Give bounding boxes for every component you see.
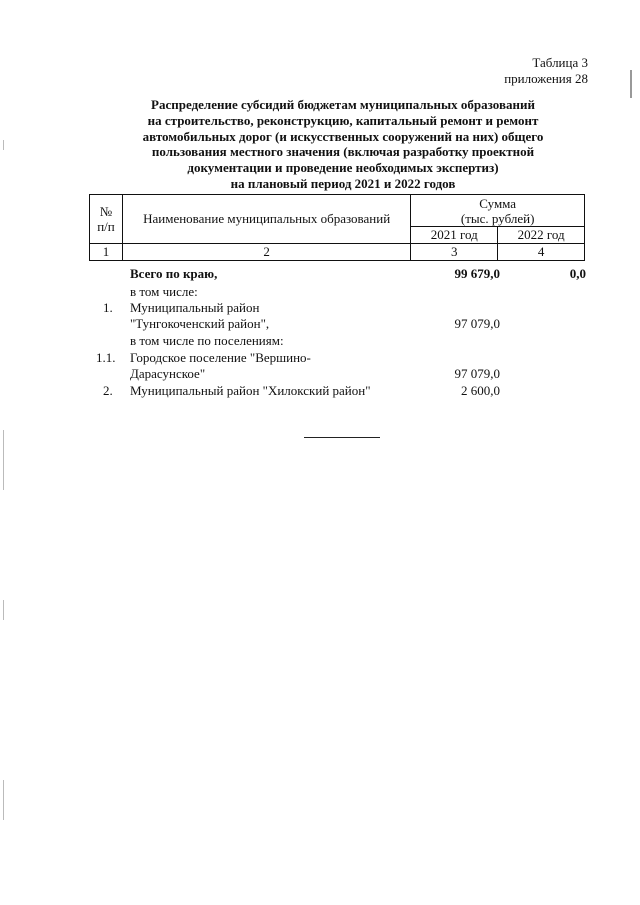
total-label: Всего по краю, [130, 266, 218, 281]
row-number: 2. [103, 383, 113, 398]
row-2-2021: 2 600,0 [461, 383, 500, 398]
index-cell: 3 [411, 244, 498, 261]
row-number: 1.1. [96, 350, 116, 365]
including-label: в том числе: [130, 284, 198, 299]
row-1-2021: 97 079,0 [454, 316, 500, 331]
header-number-abbr: п/п [97, 219, 115, 234]
index-cell: 2 [122, 244, 410, 261]
title-line-6: на плановый период 2021 и 2022 годов [230, 175, 456, 191]
header-year-2021: 2021 год [411, 227, 498, 244]
row-number: 1. [103, 300, 113, 315]
row-1-label-line2: "Тунгокоченский район", [130, 316, 270, 331]
header-sum-unit: (тыс. рублей) [460, 210, 535, 226]
including-settlements-label: в том числе по поселениям: [130, 333, 284, 348]
row-1-1-label-line2: Дарасунское" [130, 366, 206, 381]
table-header [89, 194, 585, 261]
header-name: Наименование муниципальных образований [122, 195, 410, 244]
row-1-1-2021: 97 079,0 [454, 366, 500, 381]
title-line-5: документации и проведение необходимых экспертиз) [187, 160, 499, 176]
total-2022: 0,0 [569, 266, 586, 281]
title-line-1: Распределение субсидий бюджетам муниципальных образований [151, 97, 535, 112]
scan-mark [3, 430, 4, 490]
scan-mark [3, 140, 4, 150]
header-number [90, 195, 123, 244]
row-1-label-line1: Муниципальный район [130, 300, 260, 315]
title-line-3: автомобильных дорог (и искусственных сооружений на них) общего [142, 128, 544, 144]
table-number: Таблица 3 [532, 55, 588, 70]
row-2-label: Муниципальный район "Хилокский район" [130, 383, 371, 398]
scan-mark [3, 780, 4, 820]
index-cell: 4 [498, 244, 585, 261]
header-year-2022: 2022 год [498, 227, 585, 244]
header-sum-label: Сумма [479, 195, 517, 211]
row-1-1-label-line1: Городское поселение "Вершино- [130, 350, 311, 365]
closing-rule [304, 437, 380, 438]
scan-mark [3, 600, 4, 620]
document-title [118, 97, 568, 192]
index-cell: 1 [90, 244, 123, 261]
header-sum [411, 195, 585, 227]
table-reference [504, 55, 588, 87]
scan-edge-mark [630, 70, 632, 98]
total-2021: 99 679,0 [454, 266, 500, 281]
title-line-2: на строительство, реконструкцию, капитальный ремонт и ремонт [147, 112, 539, 128]
title-line-4: пользования местного значения (включая разработку проектной [151, 144, 535, 160]
header-number-sign: № [99, 204, 113, 219]
appendix-number: приложения 28 [504, 71, 588, 86]
